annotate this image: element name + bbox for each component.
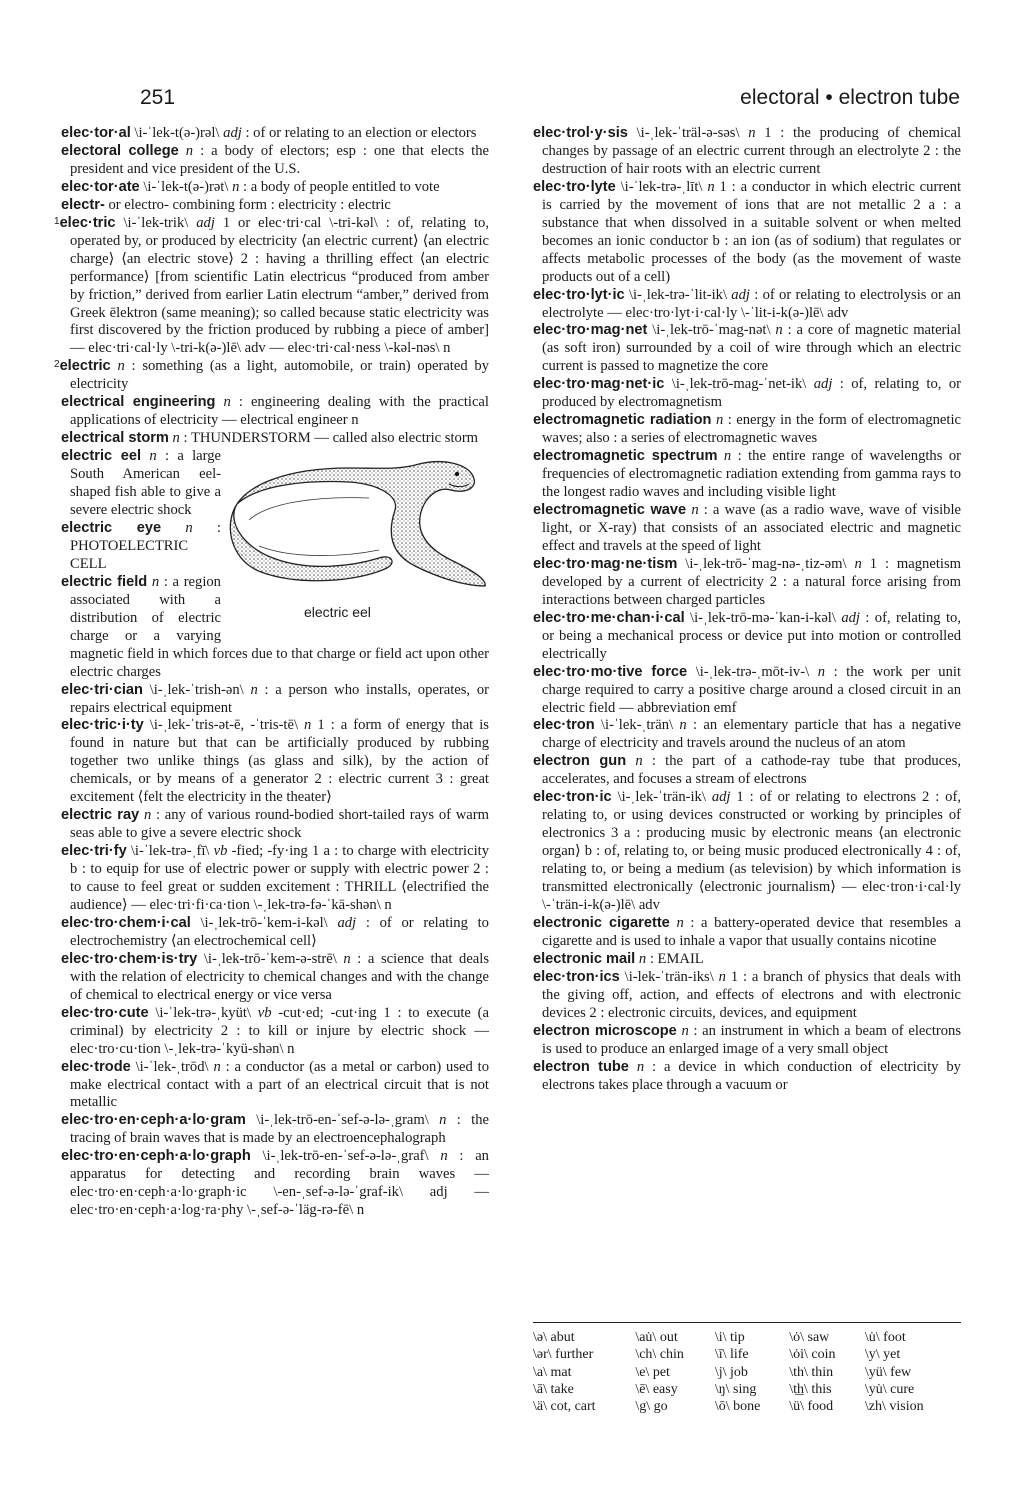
definition: 1 : the producing of chemical changes by passage of an electric current through an electrolyte 2 : the destruction of hair roots with an electric current bbox=[542, 125, 962, 177]
definition: : a wave (as a radio wave, wave of visible light, or X-ray) that consists of an associated electric and magnetic effect and travels at the speed of light bbox=[542, 502, 962, 554]
dictionary-entry bbox=[533, 287, 961, 323]
headword: electric field bbox=[61, 573, 148, 590]
pronunciation-key-cell: \yü\ few bbox=[864, 1364, 912, 1380]
headword: electromagnetic wave bbox=[533, 502, 687, 519]
part-of-speech: n bbox=[440, 1148, 448, 1165]
definition: : of, relating to, or produced by electromagnetism bbox=[542, 376, 961, 411]
headword: elec·tro·en·ceph·a·lo·graph bbox=[61, 1148, 251, 1165]
dictionary-entry bbox=[61, 143, 489, 179]
part-of-speech: n bbox=[149, 448, 157, 465]
dictionary-entry bbox=[61, 1148, 489, 1220]
dictionary-entry bbox=[533, 376, 961, 412]
part-of-speech: n bbox=[636, 1058, 645, 1075]
part-of-speech: n bbox=[707, 178, 715, 195]
dictionary-entry bbox=[61, 430, 489, 448]
pronunciation-key-cell: \ə\ abut bbox=[533, 1330, 575, 1345]
figure-caption: electric eel bbox=[304, 604, 371, 621]
pronunciation-key-cell: \ē\ easy bbox=[635, 1381, 678, 1397]
headword: elec·tron·ics bbox=[533, 968, 620, 985]
part-of-speech: n bbox=[681, 1022, 689, 1039]
pronunciation-key-cell: \e\ pet bbox=[635, 1364, 670, 1380]
dictionary-entry bbox=[61, 1112, 489, 1148]
pronunciation-key-cell: \ȯi\ coin bbox=[789, 1347, 836, 1363]
dictionary-entry bbox=[54, 358, 489, 394]
headword: electrical storm bbox=[61, 430, 169, 447]
pronunciation: \i-ˌlek-trō-ˈmag-nə-ˌtiz-əm\ bbox=[685, 555, 847, 572]
left-column bbox=[54, 125, 490, 1220]
part-of-speech: n bbox=[679, 717, 687, 734]
headword: electronic mail bbox=[533, 950, 636, 967]
dictionary-entry bbox=[533, 951, 961, 969]
dictionary-entry bbox=[533, 448, 961, 502]
dictionary-entry bbox=[533, 556, 961, 610]
pronunciation: \i-ˌlek-ˈtris-ət-ē, -ˈtris-tē\ bbox=[149, 717, 299, 734]
part-of-speech: adj bbox=[731, 286, 750, 303]
definition: : a body of electors; esp : one that elects the president and vice president of the U.S. bbox=[70, 142, 489, 177]
headword: electoral college bbox=[61, 142, 179, 159]
definition: : the tracing of brain waves that is made by an electroencephalograph bbox=[70, 1112, 489, 1147]
definition: : engineering dealing with the practical applications of electricity — electrical engineer n bbox=[70, 394, 489, 429]
part-of-speech: n bbox=[172, 430, 180, 447]
part-of-speech: n bbox=[185, 519, 193, 536]
part-of-speech: n bbox=[635, 753, 643, 770]
definition: : a device in which conduction of electricity by electrons takes place through a vacuum or bbox=[542, 1058, 961, 1093]
definition: 1 : of or relating to electrons 2 : of, relating to, or using devices constructed or working by principles of electronics 3 a : producing music by electronic means ⟨an electronic organ⟩ b : of, relating to, or being music produced electronically 4 : of, relating to, or being a medium (as television) by which information is transmitted electronically ⟨electronic journalism⟩ — elec·tron·i·cal·ly \-ˈträn-i-k(ə-)lē\ adv bbox=[542, 789, 961, 913]
pronunciation: \i-ˌlek-trō-mag-ˈnet-ik\ bbox=[671, 376, 807, 393]
part-of-speech: n bbox=[854, 555, 862, 572]
headword: electron gun bbox=[533, 753, 627, 770]
pronunciation-key-cell: \y\ yet bbox=[864, 1347, 901, 1363]
definition: : an elementary particle that has a negative charge of electricity and travels around the nucleus of an atom bbox=[542, 717, 961, 752]
pronunciation: \i-ˈlek-ˌtrōd\ bbox=[135, 1058, 209, 1075]
pronunciation: \i-ˌlek-trō-en-ˈsef-ə-lə-ˌgram\ bbox=[256, 1112, 429, 1129]
headword: elec·tric·i·ty bbox=[61, 717, 144, 734]
pronunciation-key-cell: \g\ go bbox=[635, 1399, 668, 1415]
definition: : an instrument in which a beam of electrons is used to produce an enlarged image of a very small object bbox=[542, 1022, 962, 1057]
pronunciation-key-cell: \ü\ food bbox=[789, 1399, 834, 1415]
headword: electric bbox=[59, 358, 111, 375]
headword: elec·tro·en·ceph·a·lo·gram bbox=[61, 1112, 246, 1129]
pronunciation-key-cell: \a\ mat bbox=[533, 1364, 572, 1380]
pronunciation: \i-ˌlek-trō-ˈmag-nət\ bbox=[652, 322, 771, 339]
definition: : of or relating to electrolysis or an electrolyte — elec·tro·lyt·i·cal·ly \-ˈlit-i-k(ə-)lē\ adv bbox=[542, 286, 961, 321]
homograph-number: 1 bbox=[54, 215, 60, 227]
dictionary-entry bbox=[533, 969, 961, 1023]
headword: elec·tro·chem·is·try bbox=[61, 950, 198, 967]
headword: elec·tron·ic bbox=[533, 789, 612, 806]
pronunciation: \i-ˌlek-trō-ˈkem-i-kəl\ bbox=[200, 914, 328, 931]
pronunciation-key bbox=[533, 1322, 961, 1415]
headword: electron tube bbox=[533, 1058, 629, 1075]
dictionary-entry bbox=[533, 502, 961, 556]
pronunciation: \i-ˈlek-trə-ˌfī\ bbox=[130, 843, 210, 860]
headword: elec·tor·ate bbox=[61, 178, 140, 195]
part-of-speech: vb bbox=[213, 843, 228, 860]
dictionary-entry bbox=[533, 915, 961, 951]
dictionary-entry bbox=[61, 807, 489, 843]
pronunciation: \i-lek-ˈträn-iks\ bbox=[624, 968, 714, 985]
pronunciation-key-cell: \ər\ further bbox=[533, 1347, 594, 1363]
definition: : a large South American eel-shaped fish able to give a severe electric shock bbox=[70, 448, 221, 519]
part-of-speech: n bbox=[223, 394, 231, 411]
part-of-speech: n bbox=[343, 950, 351, 967]
dictionary-entry bbox=[61, 951, 489, 1005]
headword: elec·tric bbox=[59, 214, 116, 231]
definition: : a conductor (as a metal or carbon) used to make electrical contact with a part of an electrical circuit that is not metallic bbox=[70, 1058, 490, 1111]
definition: : a battery-operated device that resembles a cigarette and is used to inhale a vapor that usually contains nicotine bbox=[542, 914, 961, 949]
definition: : a person who installs, operates, or repairs electrical equipment bbox=[70, 681, 489, 716]
dictionary-entry bbox=[533, 322, 961, 376]
headword: electrical engineering bbox=[61, 394, 216, 411]
part-of-speech: adj bbox=[196, 214, 215, 231]
dictionary-entry bbox=[61, 717, 489, 807]
part-of-speech: n bbox=[439, 1112, 447, 1129]
pronunciation-key-cell: \u̇\ foot bbox=[864, 1330, 906, 1345]
definition: 1 : a branch of physics that deals with the giving off, action, and effects of electrons and with electronic devices 2 : electronic circuits, devices, and equipment bbox=[542, 968, 961, 1021]
definition: : a body of people entitled to vote bbox=[243, 178, 440, 195]
part-of-speech: n bbox=[151, 573, 160, 590]
part-of-speech: n bbox=[715, 412, 724, 429]
headword: elec·tri·cian bbox=[61, 681, 143, 698]
definition: or electro- combining form : electricity : electric bbox=[108, 196, 391, 213]
definition: 1 : magnetism developed by a current of electricity 2 : a natural force arising from interactions between charged particles bbox=[542, 555, 961, 608]
part-of-speech: vb bbox=[257, 1004, 272, 1021]
headword: elec·tro·mag·ne·tism bbox=[533, 555, 678, 572]
headword: elec·tro·lyte bbox=[533, 178, 616, 195]
part-of-speech: n bbox=[232, 178, 240, 195]
pronunciation: \i-ˈlek-trə-ˌkyüt\ bbox=[155, 1004, 251, 1021]
dictionary-entry bbox=[533, 664, 961, 718]
part-of-speech: n bbox=[250, 681, 258, 698]
pronunciation-key-cell: \ā\ take bbox=[533, 1381, 574, 1397]
part-of-speech: adj bbox=[223, 125, 242, 141]
pronunciation-key-cell: \ch\ chin bbox=[635, 1347, 684, 1363]
pronunciation: \i-ˈlek-t(ə-)rəl\ bbox=[134, 125, 220, 141]
pronunciation-key-cell: \ȯ\ saw bbox=[789, 1330, 830, 1345]
headword: electromagnetic radiation bbox=[533, 412, 712, 429]
dictionary-entry bbox=[533, 1059, 961, 1095]
headword: elec·trode bbox=[61, 1058, 131, 1075]
pronunciation-key-row bbox=[533, 1381, 961, 1398]
definition: : a core of magnetic material (as soft iron) surrounded by a coil of wire through which an electric current is passed to magnetize the core bbox=[542, 322, 962, 375]
electric-eel-illustration bbox=[229, 454, 491, 638]
headword: elec·tor·al bbox=[61, 125, 131, 141]
pronunciation: \i-ˌlek-ˈtrish-ən\ bbox=[149, 681, 244, 698]
right-column bbox=[533, 125, 961, 1094]
pronunciation: \i-ˌlek-ˈträn-ik\ bbox=[617, 789, 706, 806]
dictionary-entry bbox=[61, 394, 489, 430]
pronunciation: \i-ˌlek-trō-en-ˈsef-ə-lə-ˌgraf\ bbox=[262, 1148, 429, 1165]
pronunciation: \i-ˌlek-trə-ˌmōt-iv-\ bbox=[695, 663, 810, 680]
headword: elec·tro·cute bbox=[61, 1004, 149, 1021]
definition: : PHOTOELECTRIC CELL bbox=[70, 519, 221, 572]
pronunciation: \i-ˌlek-trə-ˈlit-ik\ bbox=[628, 286, 727, 303]
pronunciation-key-cell: \zh\ vision bbox=[864, 1399, 924, 1415]
definition: : something (as a light, automobile, or train) operated by electricity bbox=[70, 358, 489, 393]
dictionary-entry bbox=[61, 125, 489, 143]
definition: : EMAIL bbox=[649, 950, 704, 967]
headword: elec·tri·fy bbox=[61, 843, 127, 860]
definition: 1 : a conductor in which electric current is carried by the movement of ions that are not metallic 2 a : a substance that when dissolved in a suitable solvent or when melted becomes an ionic conductor b : an ion (as of sodium) that regulates or affects metabolic processes of the body (as the movement of waste products out of a cell) bbox=[542, 178, 962, 285]
pronunciation: \i-ˈlek-ˌträn\ bbox=[600, 717, 674, 734]
definition: : the part of a cathode-ray tube that produces, accelerates, and focuses a stream of electrons bbox=[542, 753, 961, 788]
dictionary-entry bbox=[61, 1059, 489, 1113]
pronunciation-key-row bbox=[533, 1364, 961, 1381]
part-of-speech: n bbox=[638, 950, 647, 967]
pronunciation-key-cell: \ä\ cot, cart bbox=[533, 1399, 596, 1415]
pronunciation-key-row bbox=[533, 1329, 961, 1346]
part-of-speech: n bbox=[143, 807, 152, 824]
pronunciation: \i-ˌlek-ˈträl-ə-səs\ bbox=[636, 125, 740, 141]
dictionary-entry bbox=[61, 843, 489, 915]
headword: electr- bbox=[61, 196, 105, 213]
headword: electric eel bbox=[61, 448, 142, 465]
pronunciation-key-cell: \au̇\ out bbox=[635, 1330, 678, 1345]
part-of-speech: n bbox=[691, 502, 699, 519]
definition: : energy in the form of electromagnetic waves; also : a series of electromagnetic waves bbox=[542, 412, 961, 447]
homograph-number: 2 bbox=[54, 359, 60, 371]
pronunciation: \i-ˌlek-trō-ˈkem-ə-strē\ bbox=[203, 950, 337, 967]
headword: electronic cigarette bbox=[533, 914, 670, 931]
dictionary-entry bbox=[533, 753, 961, 789]
dictionary-entry bbox=[533, 610, 961, 664]
definition: : a science that deals with the relation of electricity to chemical changes and with the change of chemical to electrical energy or vice versa bbox=[70, 950, 490, 1003]
dictionary-entry bbox=[533, 789, 961, 915]
headword: elec·trol·y·sis bbox=[533, 125, 628, 141]
pronunciation-key-cell: \t͟h\ this bbox=[789, 1381, 832, 1397]
headword: elec·tro·mo·tive force bbox=[533, 663, 688, 680]
headword: elec·tro·lyt·ic bbox=[533, 286, 625, 303]
dictionary-entry bbox=[533, 125, 961, 179]
dictionary-entry bbox=[533, 412, 961, 448]
headword: elec·tro·chem·i·cal bbox=[61, 914, 191, 931]
definition: 1 : a form of energy that is found in nature but that can be artificially produced by rubbing together two unlike things (as glass and silk), by the action of chemicals, or by means of a generator 2 : electric current 3 : great excitement ⟨felt the electricity in the theater⟩ bbox=[70, 717, 489, 806]
definition: : any of various round-bodied short-tailed rays of warm seas able to give a severe electric shock bbox=[70, 807, 489, 842]
headword: elec·tro·mag·net·ic bbox=[533, 376, 665, 393]
definition: 1 or elec·tri·cal \-tri-kəl\ : of, relating to, operated by, or produced by electricity ⟨an electric current⟩ ⟨an electric charge⟩ ⟨an electric stove⟩ 2 : having a thrilling effect ⟨an electric performance⟩ [from scientific Latin electricus “produced from amber by friction,” derived from earlier Latin electrum “amber,” derived from Greek ēlektron (same meaning); so called because static electricity was first discovered by the friction produced by rubbing a piece of amber] — elec·tri·cal·ly \-tri-k(ə-)lē\ adv — elec·tri·cal·ness \-kəl-nəs\ n bbox=[70, 214, 489, 357]
page-number: 251 bbox=[140, 86, 176, 109]
definition: : of or relating to an election or electors bbox=[245, 125, 477, 141]
pronunciation-key-cell: \ŋ\ sing bbox=[714, 1381, 757, 1397]
pronunciation: \i-ˌlek-trō-mə-ˈkan-i-kəl\ bbox=[690, 609, 836, 626]
pronunciation-key-table bbox=[533, 1329, 961, 1415]
dictionary-entry bbox=[533, 1023, 961, 1059]
definition: -fied; -fy·ing 1 a : to charge with electricity b : to equip for use of electric power or supply with electric power 2 : to cause to feel great or sudden excitement : THRILL ⟨electrified the audience⟩ — elec·tri·fi·ca·tion \-ˌlek-trə-fə-ˈkā-shən\ n bbox=[70, 843, 489, 913]
part-of-speech: adj bbox=[813, 376, 833, 393]
dictionary-entry bbox=[61, 179, 489, 197]
pronunciation-key-cell: \i\ tip bbox=[714, 1330, 745, 1345]
pronunciation-key-cell: \th\ thin bbox=[789, 1364, 834, 1380]
pronunciation-key-cell: \ō\ bone bbox=[714, 1399, 761, 1415]
dictionary-entry bbox=[533, 717, 961, 753]
part-of-speech: n bbox=[304, 717, 312, 734]
dictionary-entry bbox=[61, 915, 489, 951]
pronunciation: \i-ˈlek-trik\ bbox=[123, 214, 189, 231]
headword: electron microscope bbox=[533, 1022, 677, 1039]
part-of-speech: adj bbox=[841, 609, 860, 626]
definition: : the work per unit charge required to carry a positive charge around a closed circuit in an electric field — abbreviation emf bbox=[542, 663, 962, 716]
part-of-speech: n bbox=[723, 448, 732, 465]
definition: -cut·ed; -cut·ing 1 : to execute (a criminal) by electricity 2 : to kill or injure by electric shock — elec·tro·cu·tion \-ˌlek-trə-ˈkyü-shən\ n bbox=[70, 1004, 490, 1057]
dictionary-entry bbox=[61, 197, 489, 215]
part-of-speech: adj bbox=[711, 789, 731, 806]
pronunciation-key-row bbox=[533, 1398, 961, 1415]
part-of-speech: n bbox=[117, 358, 125, 375]
part-of-speech: n bbox=[775, 322, 783, 339]
headword: elec·tro·mag·net bbox=[533, 322, 648, 339]
part-of-speech: n bbox=[718, 968, 726, 985]
part-of-speech: adj bbox=[337, 914, 357, 931]
pronunciation-key-row bbox=[533, 1346, 961, 1363]
headword: electromagnetic spectrum bbox=[533, 448, 718, 465]
dictionary-entry bbox=[54, 214, 489, 359]
pronunciation-key-cell: \yu̇\ cure bbox=[864, 1381, 915, 1397]
headword: elec·tron bbox=[533, 717, 595, 734]
pronunciation-key-cell: \j\ job bbox=[714, 1364, 748, 1380]
pronunciation: \i-ˈlek-trə-ˌlīt\ bbox=[620, 178, 703, 195]
definition: : an apparatus for detecting and recording brain waves — elec·tro·en·ceph·a·lo·graph·ic \-en-ˌsef-ə-lə-ˈgraf-ik\ adj — elec·tro·en·ceph·a·log·ra·phy \-ˌsef-ə-ˈläg-rə-fē\ n bbox=[70, 1148, 489, 1219]
definition: : the entire range of wavelengths or frequencies of electromagnetic radiation extending from gamma rays to the longest radio waves and including visible light bbox=[542, 448, 961, 501]
definition: : of or relating to electrochemistry ⟨an electrochemical cell⟩ bbox=[70, 914, 489, 949]
part-of-speech: n bbox=[748, 125, 756, 141]
pronunciation: \i-ˈlek-t(ə-)rət\ bbox=[143, 178, 229, 195]
definition: : THUNDERSTORM — called also electric storm bbox=[183, 430, 479, 447]
dictionary-entry bbox=[61, 1005, 489, 1059]
dictionary-entry bbox=[61, 682, 489, 718]
eel-drawing bbox=[229, 454, 491, 604]
headword: electric eye bbox=[61, 519, 162, 536]
dictionary-entry bbox=[533, 179, 961, 287]
part-of-speech: n bbox=[676, 914, 684, 931]
pronunciation-key-cell: \ī\ life bbox=[714, 1347, 749, 1363]
guide-words: electoral • electron tube bbox=[740, 86, 960, 109]
definition: : of, relating to, or being a mechanical process or device put into motion or controlled electrically bbox=[542, 609, 961, 662]
part-of-speech: n bbox=[213, 1058, 221, 1075]
headword: electric ray bbox=[61, 807, 140, 824]
definition: : a region associated with a distribution of electric charge or a varying magnetic field in which forces due to that charge or field act upon other electric charges bbox=[70, 573, 489, 680]
part-of-speech: n bbox=[817, 663, 826, 680]
headword: elec·tro·me·chan·i·cal bbox=[533, 609, 685, 626]
part-of-speech: n bbox=[185, 142, 194, 159]
